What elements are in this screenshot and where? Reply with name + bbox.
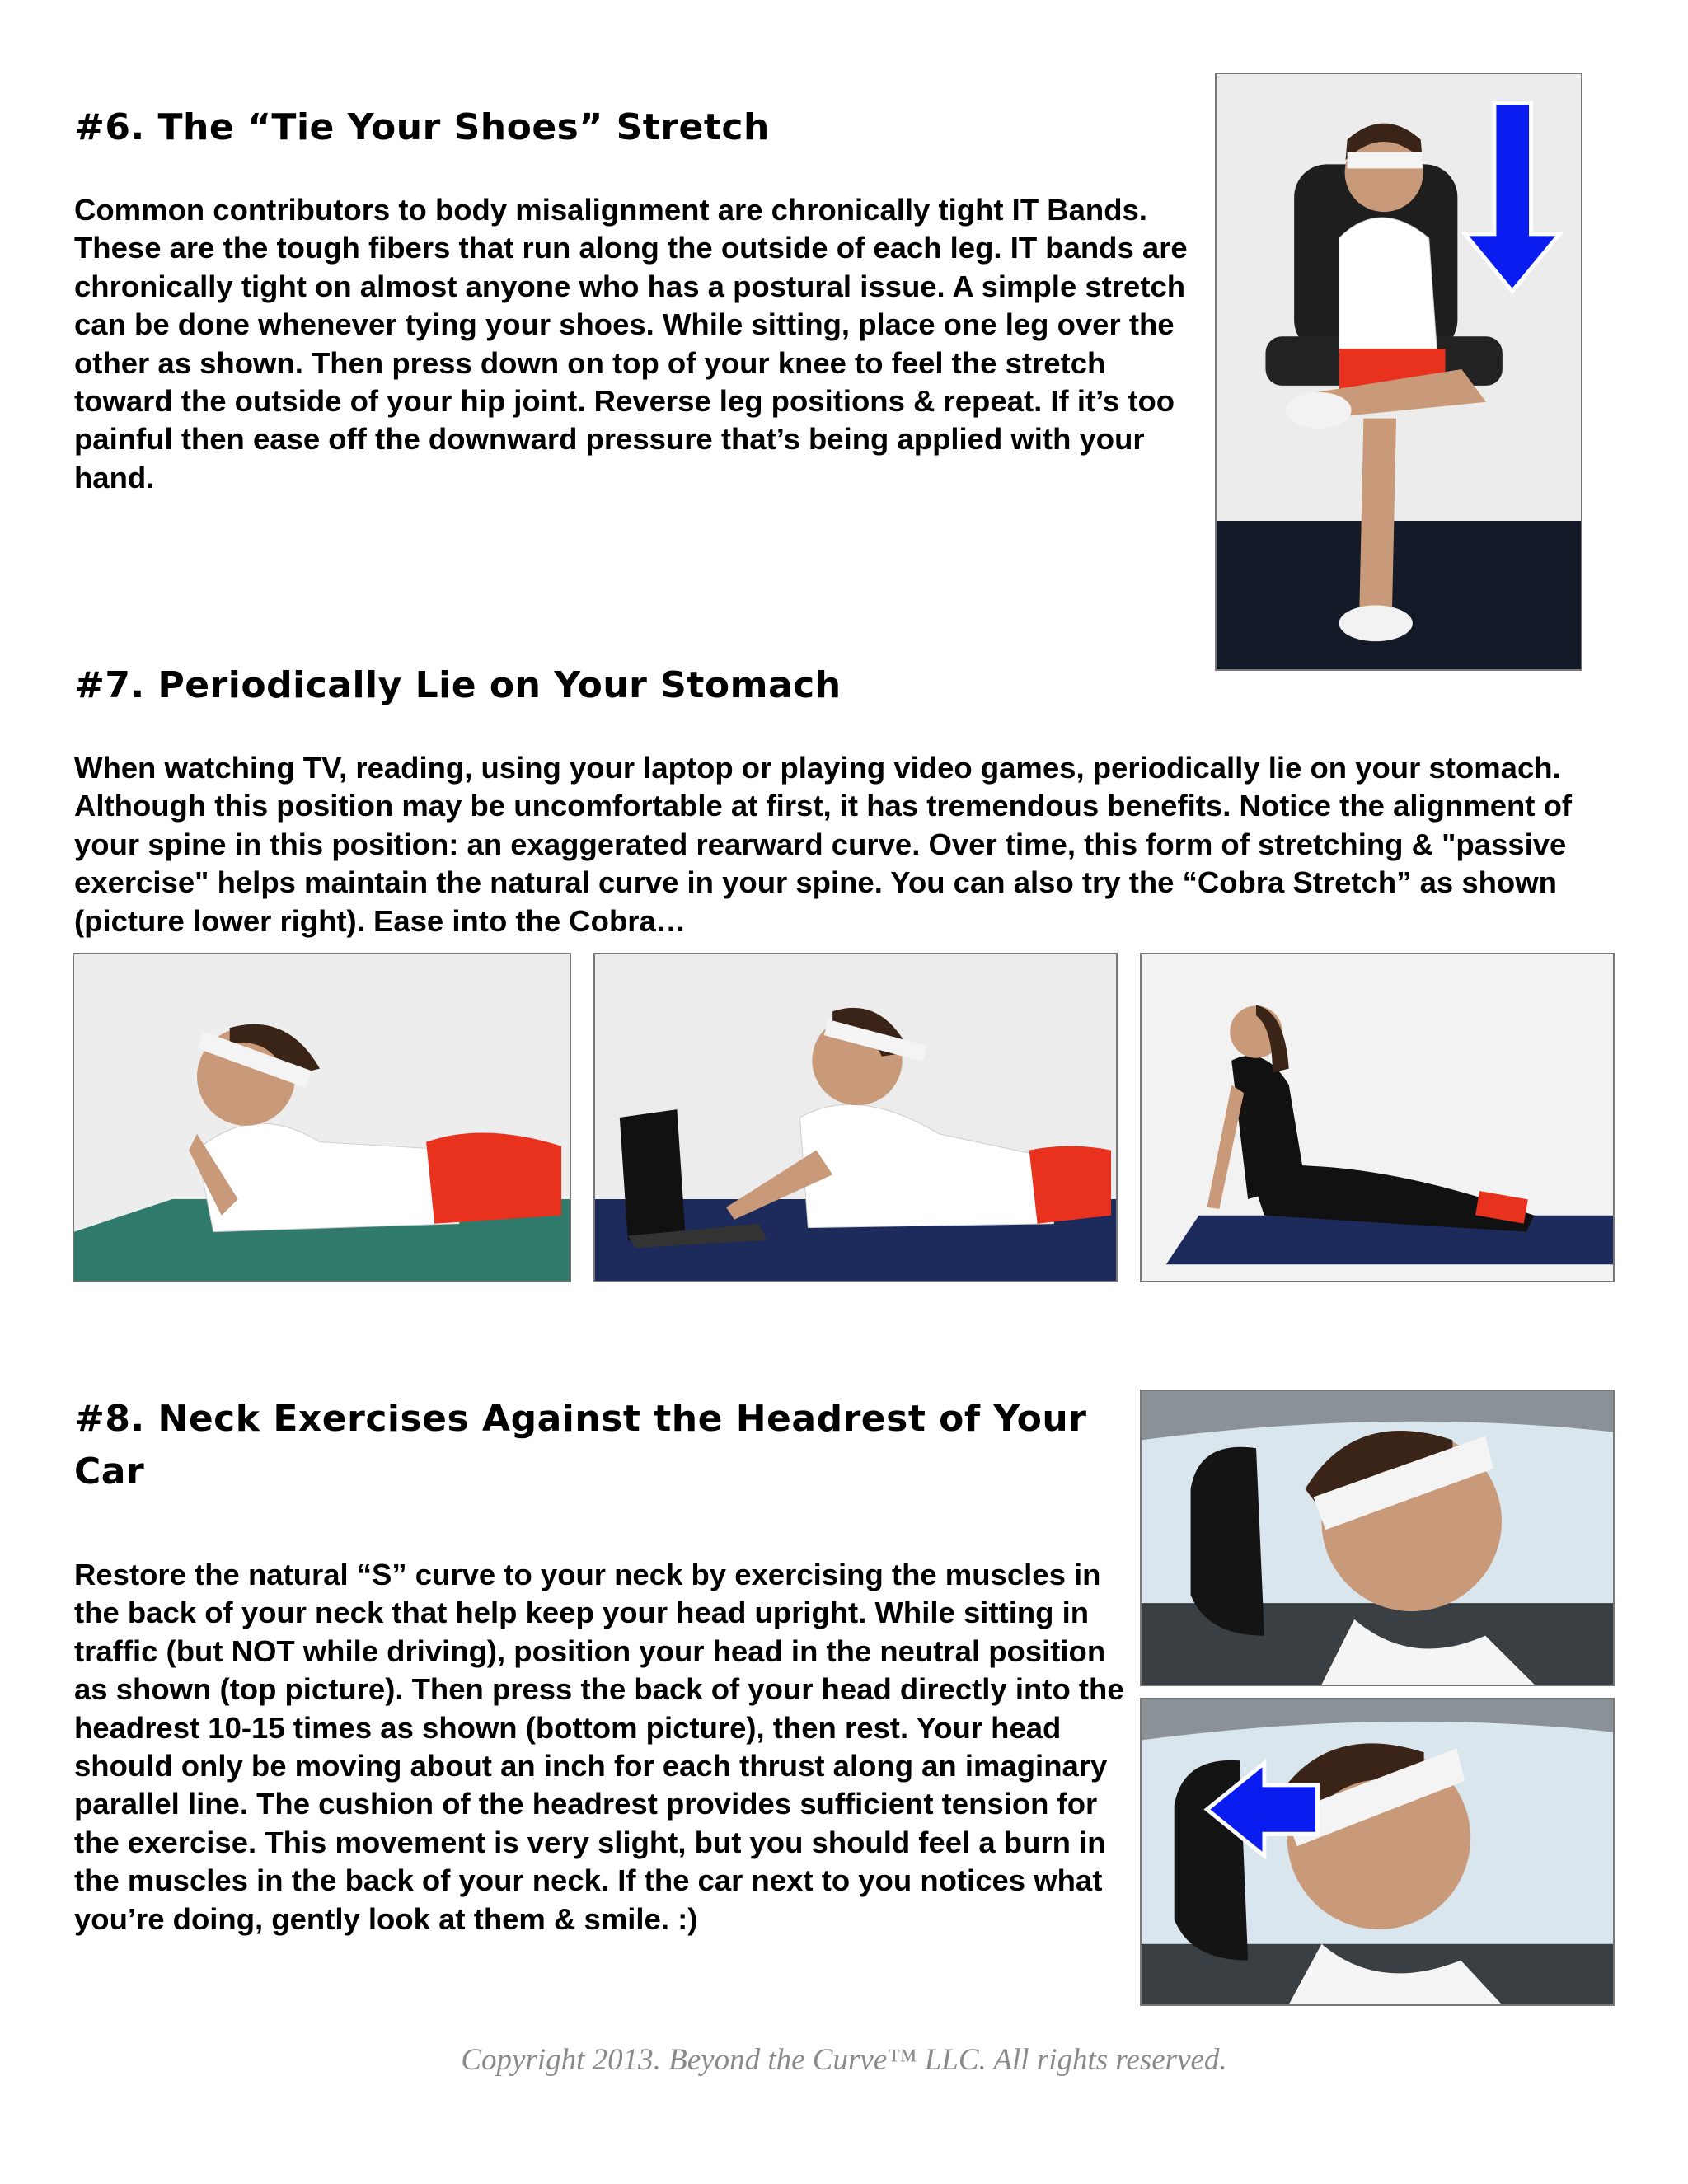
photo-laptop-on-stomach (593, 953, 1118, 1282)
photo-chair-stretch (1215, 73, 1582, 671)
photo-headrest-press (1140, 1698, 1615, 2006)
section-8-title: #8. Neck Exercises Against the Headrest of Your Car (74, 1398, 1087, 1493)
section-8-body: Restore the natural “S” curve to your neck by exercising the muscles in the back of your neck that help keep your head upright. While sitting in traffic (but NOT while driving), position your head in the neutral position as shown (top picture). Then press the back of your head directly into the headrest 10-15 times as shown (bottom picture), then rest. Your head should only be moving about an inch for each thrust along an imaginary parallel line. The cushion of the headrest provides sufficient tension for the exercise. This movement is very slight, but you should feel a burn in the muscles in the back of your neck. If the car next to you notices what you’re doing, gently look at them & smile. :) (74, 1558, 1124, 1936)
section-7-body: When watching TV, reading, using your laptop or playing video games, periodically lie on your stomach. Although this position may be uncomfortable at first, it has tremendous benefits. Notice the alignment of your spine in this position: an exaggerated rearward curve. Over time, this form of stretching & "passive exercise" helps maintain the natural curve in your spine. You can also try the “Cobra Stretch” as shown (picture lower right). Ease into the Cobra… (74, 751, 1573, 938)
photo-cobra-stretch (1140, 953, 1615, 1282)
section-7-title: #7. Periodically Lie on Your Stomach (74, 664, 842, 706)
section-6-body: Common contributors to body misalignment are chronically tight IT Bands. These are the tough fibers that run along the outside of each leg. IT bands are chronically tight on almost anyone who has a postural issue. A simple stretch can be done whenever tying your shoes. While sitting, place one leg over the other as shown. Then press down on top of your knee to feel the stretch toward the outside of your hip joint. Reverse leg positions & repeat. If it’s too painful then ease off the downward pressure that’s being applied with your hand. (74, 193, 1188, 494)
copyright-footer: Copyright 2013. Beyond the Curve™ LLC. All rights reserved. (461, 2043, 1227, 2077)
photo-lying-on-stomach (73, 953, 571, 1282)
photo-headrest-neutral (1140, 1390, 1615, 1686)
section-6-title: #6. The “Tie Your Shoes” Stretch (74, 106, 770, 148)
